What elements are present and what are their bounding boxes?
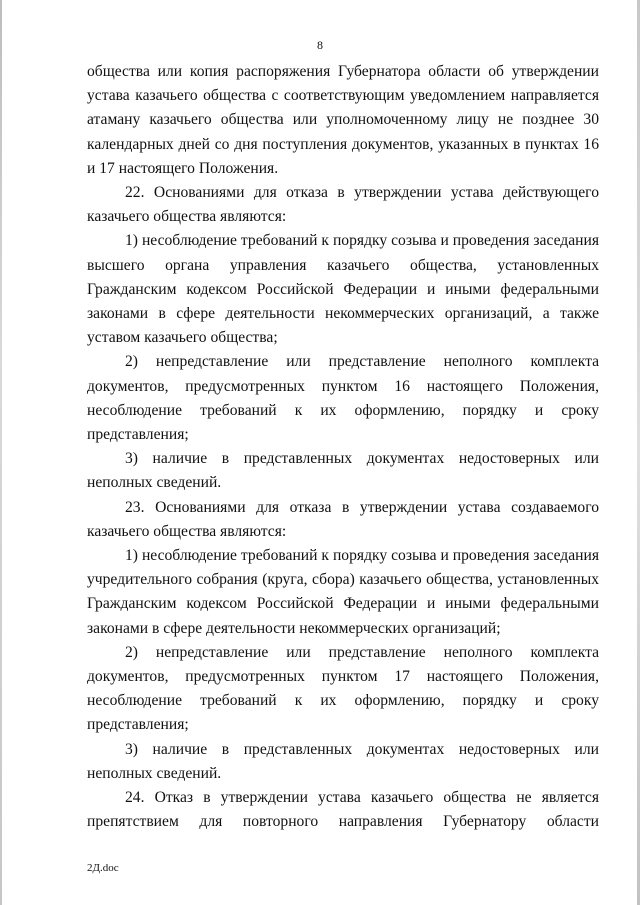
paragraph-clause-22-item-1: 1) несоблюдение требований к порядку созыва и проведения заседания высшего органа управления казачьего общества, установленных Гражданским кодексом Российской Федерации и иными федеральными законами в сфере деятельности некоммерческих организаций, а также уставом казачьего общества; [87, 232, 599, 347]
page-number: 8 [317, 38, 323, 52]
paragraph-clause-23: 23. Основаниями для отказа в утверждении устава создаваемого казачьего общества являются: [87, 498, 599, 540]
paragraph-clause-22-item-2: 2) непредставление или представление неполного комплекта документов, предусмотренных пунктом 16 настоящего Положения, несоблюдение требований к их оформлению, порядку и сроку представления; [87, 353, 599, 444]
paragraph-clause-23-item-1: 1) несоблюдение требований к порядку созыва и проведения заседания учредительного собрания (круга, сбора) казачьего общества, установленных Гражданским кодексом Российской Федерации и иными федеральными законами в сфере деятельности некоммерческих организаций; [87, 547, 599, 637]
paragraph-clause-22-item-3: 3) наличие в представленных документах недостоверных или неполных сведений. [87, 450, 599, 492]
scan-edge-left [0, 0, 2, 905]
paragraph-clause-23-item-3: 3) наличие в представленных документах недостоверных или неполных сведений. [87, 740, 599, 782]
paragraph-clause-22: 22. Основаниями для отказа в утверждении устава действующего казачьего общества являются: [87, 184, 599, 226]
paragraph-continuation: общества или копия распоряжения Губернатора области об утверждении устава казачьего общества с соответствующим уведомлением направляется атаману казачьего общества или уполномоченному лицу не позднее 30 календарных дней со дня поступления документов, указанных в пунктах 16 и 17 настоящего Положения. [87, 63, 599, 177]
paragraph-clause-24: 24. Отказ в утверждении устава казачьего общества не является препятствием для повторного направления Губернатору области [87, 789, 599, 831]
paragraph-clause-23-item-2: 2) непредставление или представление неполного комплекта документов, предусмотренных пунктом 17 настоящего Положения, несоблюдение требований к их оформлению, порядку и сроку представления; [87, 643, 599, 734]
document-body [87, 60, 599, 835]
footer-filename: 2Д.doc [87, 862, 119, 874]
